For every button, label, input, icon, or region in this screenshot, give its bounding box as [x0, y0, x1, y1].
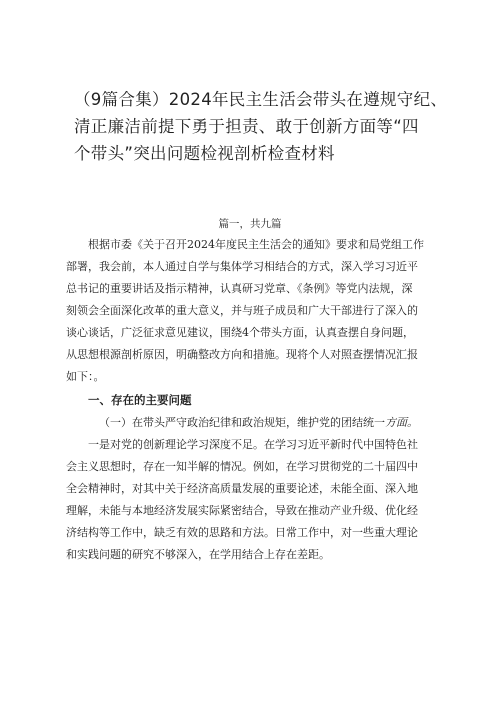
text-line: 刻领会全面深化改革的重大意义，并与班子成员和广大干部进行了深入的 — [66, 304, 418, 317]
text-line: 济结构等工作中，缺乏有效的思路和方法。日常工作中，对一些重大理论 — [66, 526, 418, 539]
text-line: 全会精神时，对其中关于经济高质量发展的重要论述，未能全面、深入地 — [66, 482, 418, 495]
problem-paragraph — [66, 434, 446, 566]
intro-paragraph — [66, 234, 446, 388]
text-line: 理解，未能与本地经济发展实际紧密结合，导致在推动产业升级、优化经 — [66, 504, 418, 517]
text-line: 部署，我会前，本人通过自学与集体学习相结合的方式，深入学习习近平 — [66, 260, 418, 273]
text-line: 会主义思想时，存在一知半解的情况。例如，在学习贯彻党的二十届四中 — [66, 460, 418, 473]
title-line: 清正廉洁前提下勇于担责、敢于创新方面等“四 — [74, 117, 419, 136]
subsection-heading-tail: 方面。 — [385, 416, 418, 429]
subsection-heading — [66, 412, 446, 434]
subsection-heading-text: （一）在带头严守政治纪律和政治规矩，维护党的团结统一 — [99, 416, 385, 429]
document-body — [66, 234, 446, 566]
text-line: 如下：。 — [66, 370, 105, 383]
text-line: 根据市委《关于召开2024年度民主生活会的通知》要求和局党组工作 — [88, 238, 424, 251]
title-line: 个带头”突出问题检视剖析检查材料 — [74, 144, 335, 163]
text-line: 总书记的重要讲话及指示精神，认真研习党章、《条例》等党内法规，深 — [66, 282, 413, 295]
text-line: 谈心谈话，广泛征求意见建议，围绕4个带头方面，认真查摆自身问题， — [66, 326, 414, 339]
document-title — [74, 86, 454, 167]
text-line: 一是对党的创新理论学习深度不足。在学习习近平新时代中国特色社 — [88, 438, 418, 451]
text-line: 从思想根源剖析原因，明确整改方向和措施。现将个人对照查摆情况汇报 — [66, 348, 418, 361]
document-subtitle: 篇一，共九篇 — [218, 218, 282, 230]
section-heading: 一、存在的主要问题 — [88, 393, 192, 407]
text-line: 和实践问题的研究不够深入，在学用结合上存在差距。 — [66, 548, 330, 561]
title-line: （9篇合集）2024年民主生活会带头在遵规守纪、 — [74, 90, 448, 109]
